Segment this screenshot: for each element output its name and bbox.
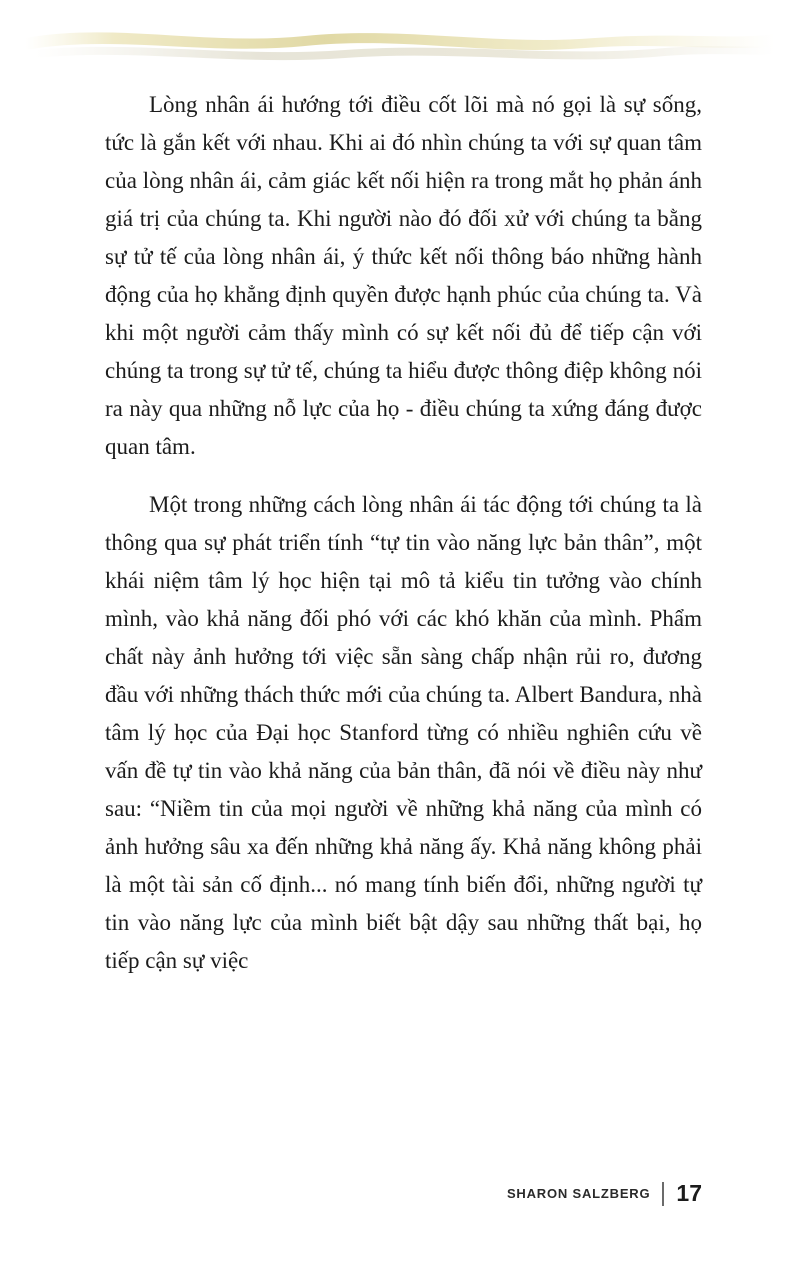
paragraph-2: Một trong những cách lòng nhân ái tác động tới chúng ta là thông qua sự phát triển tính “tự tin vào năng lực bản thân”, một khái niệm tâm lý học hiện tại mô tả kiểu tin tưởng vào chính mình, vào khả năng đối phó với các khó khăn của mình. Phẩm chất này ảnh hưởng tới việc sẵn sàng chấp nhận rủi ro, đương đầu với những thách thức mới của chúng ta. Albert Bandura, nhà tâm lý học của Đại học Stanford từng có nhiều nghiên cứu về vấn đề tự tin vào khả năng của bản thân, đã nói về điều này như sau: “Niềm tin của mọi người về những khả năng của mình có ảnh hưởng sâu xa đến những khả năng ấy. Khả năng không phải là một tài sản cố định... nó mang tính biến đổi, những người tự tin vào năng lực của mình biết bật dậy sau những thất bại, họ tiếp cận sự việc (105, 492, 702, 973)
paragraph-1: Lòng nhân ái hướng tới điều cốt lõi mà nó gọi là sự sống, tức là gắn kết với nhau. Khi ai đó nhìn chúng ta với sự quan tâm của lòng nhân ái, cảm giác kết nối hiện ra trong mắt họ phản ánh giá trị của chúng ta. Khi người nào đó đối xử với chúng ta bằng sự tử tế của lòng nhân ái, ý thức kết nối thông báo những hành động của họ khẳng định quyền được hạnh phúc của chúng ta. Và khi một người cảm thấy mình có sự kết nối đủ để tiếp cận với chúng ta trong sự tử tế, chúng ta hiểu được thông điệp không nói ra này qua những nỗ lực của họ - điều chúng ta xứng đáng được quan tâm. (105, 92, 702, 459)
decorative-wave (25, 12, 775, 72)
page-footer (507, 1180, 702, 1207)
page-number: 17 (676, 1180, 702, 1206)
wave-graphic (25, 12, 775, 72)
footer-divider (662, 1182, 664, 1206)
page-content (105, 86, 702, 1000)
author-name: SHARON SALZBERG (506, 1186, 651, 1201)
